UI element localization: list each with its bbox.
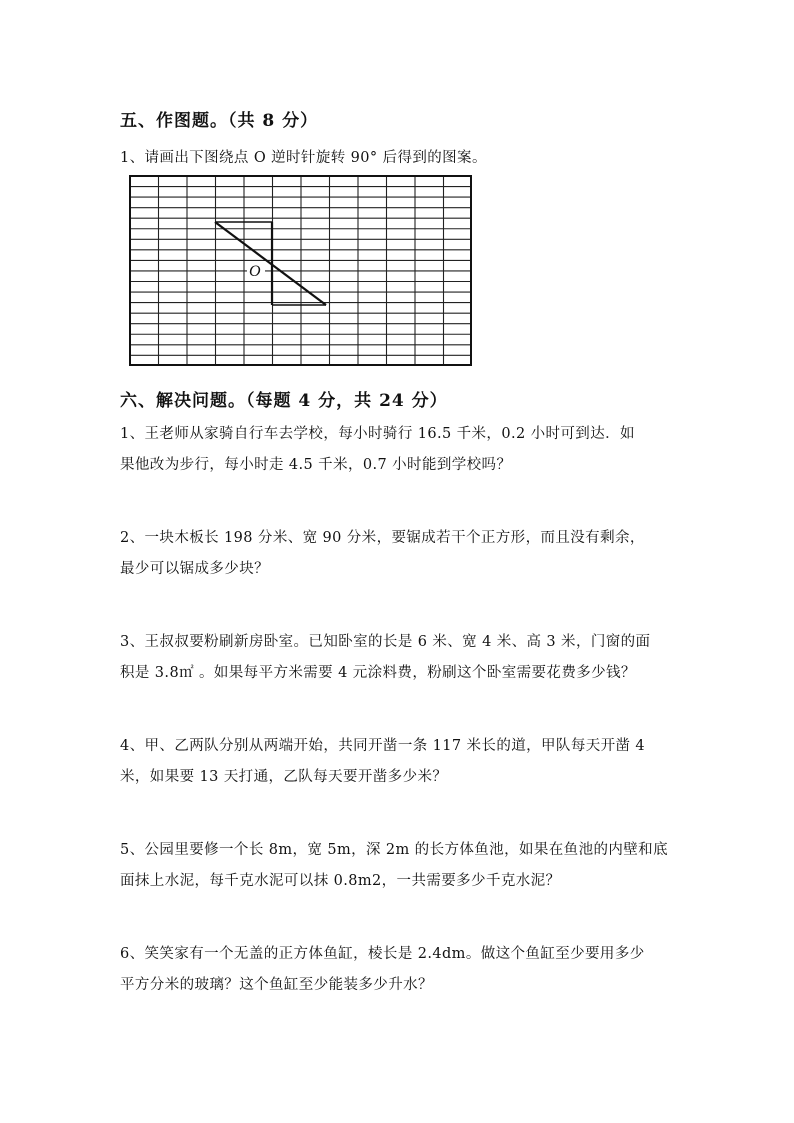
question-3-line-1: 3、王叔叔要粉刷新房卧室。已知卧室的长是 6 米、宽 4 米、高 3 米，门窗的面 <box>120 634 651 650</box>
question-3 <box>120 627 680 689</box>
question-3-line-2: 积是 3.8㎡ 。如果每平方米需要 4 元涂料费，粉刷这个卧室需要花费多少钱？ <box>120 665 636 681</box>
grid-lines <box>130 176 471 365</box>
question-4-line-2: 米，如果要 13 天打通，乙队每天要开凿多少米？ <box>120 769 448 785</box>
question-5-line-1: 5、公园里要修一个长 8m，宽 5m，深 2m 的长方体鱼池，如果在鱼池的内壁和底 <box>120 842 668 858</box>
question-4-line-1: 4、甲、乙两队分别从两端开始，共同开凿一条 117 米长的道，甲队每天开凿 4 <box>120 738 646 754</box>
section6-title: 六、解决问题。（每题 4 分，共 24 分） <box>120 391 448 411</box>
grid-figure <box>129 175 473 367</box>
question-5 <box>120 835 680 897</box>
question-1-line-1: 1、王老师从家骑自行车去学校，每小时骑行 16.5 千米，0.2 小时可到达．如 <box>120 426 635 442</box>
question-6-line-2: 平方分米的玻璃？这个鱼缸至少能装多少升水？ <box>120 977 433 993</box>
question-4 <box>120 731 680 793</box>
section5-question-1: 1、请画出下图绕点 O 逆时针旋转 90° 后得到的图案。 <box>120 150 487 166</box>
section5-title: 五、作图题。（共 8 分） <box>120 111 319 131</box>
question-6 <box>120 939 680 1001</box>
question-1 <box>120 419 680 481</box>
point-o-label: O <box>249 263 261 280</box>
question-2-line-1: 2、一块木板长 198 分米、宽 90 分米，要锯成若干个正方形，而且没有剩余， <box>120 530 645 546</box>
question-2-line-2: 最少可以锯成多少块？ <box>120 561 269 577</box>
question-1-line-2: 果他改为步行，每小时走 4.5 千米，0.7 小时能到学校吗？ <box>120 457 512 473</box>
question-5-line-2: 面抹上水泥，每千克水泥可以抹 0.8m2，一共需要多少千克水泥？ <box>120 873 561 889</box>
question-6-line-1: 6、笑笑家有一个无盖的正方体鱼缸，棱长是 2.4dm。做这个鱼缸至少要用多少 <box>120 946 645 962</box>
question-2 <box>120 523 680 585</box>
